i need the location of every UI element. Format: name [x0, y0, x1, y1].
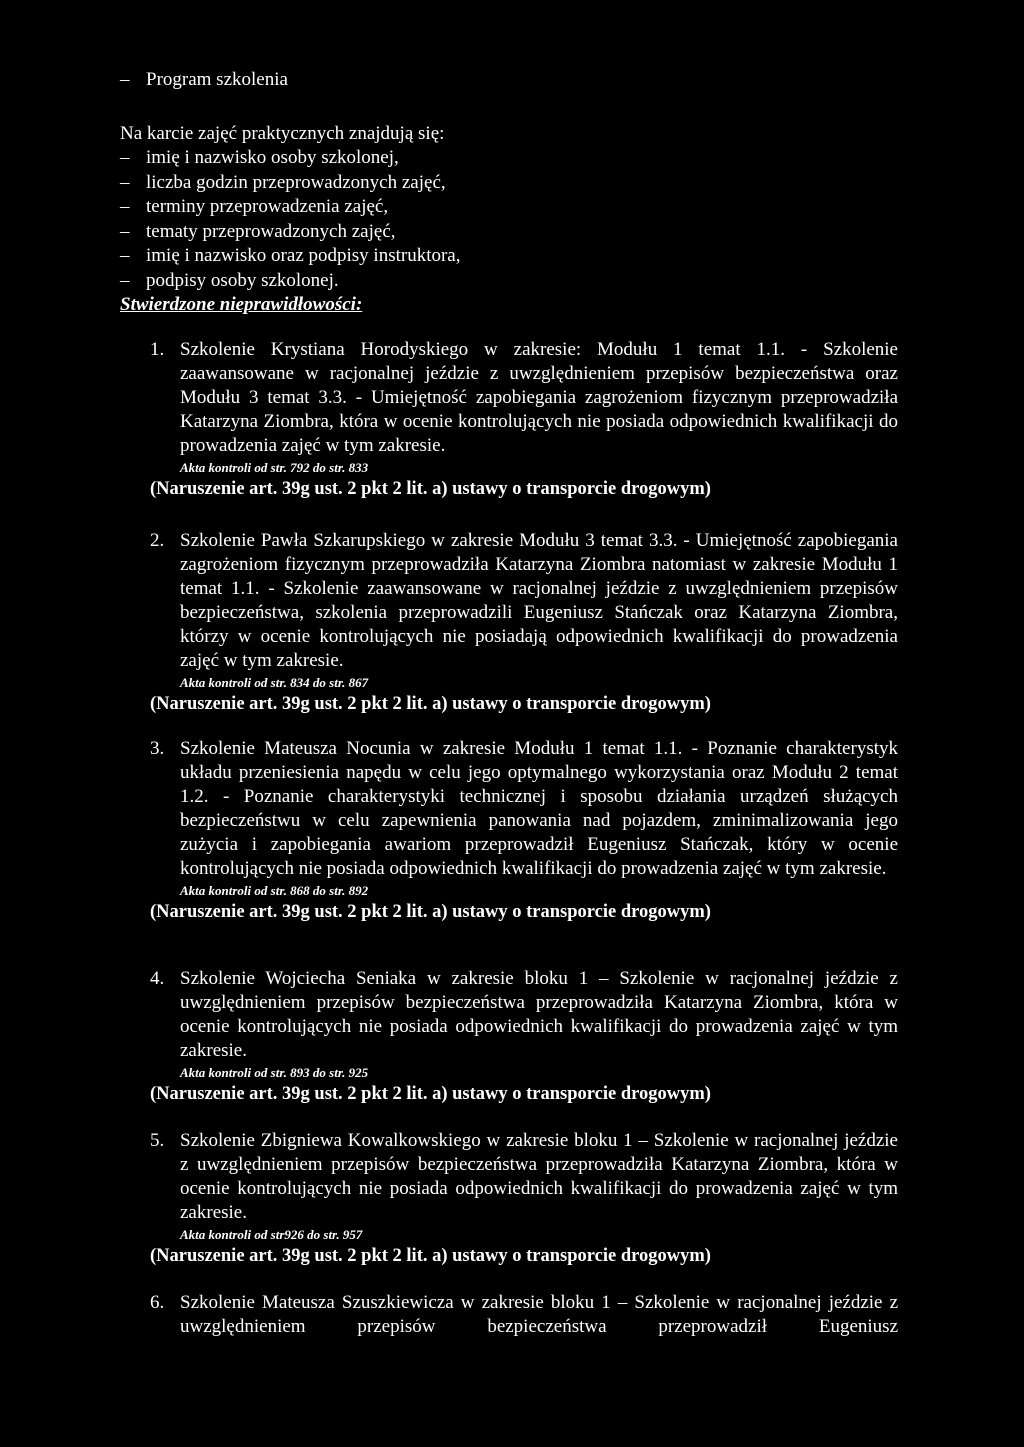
program-line	[120, 68, 540, 92]
akta-reference: Akta kontroli od str. 792 do str. 833	[180, 460, 369, 475]
card-item	[120, 195, 540, 219]
card-item	[120, 220, 540, 244]
card-item-text: terminy przeprowadzenia zajęć,	[146, 196, 389, 217]
finding-item	[150, 737, 898, 923]
card-item-text: imię i nazwisko osoby szkolonej,	[146, 147, 399, 168]
finding-item	[150, 1129, 898, 1267]
finding-text: Szkolenie Wojciecha Seniaka w zakresie bloku 1 – Szkolenie w racjonalnej jeździe z uwzględnieniem przepisów bezpieczeństwa przeprowadziła Katarzyna Ziombra, która w ocenie kontrolujących nie posiada odpowiednich kwalifikacji do prowadzenia zajęć w tym zakresie.	[180, 968, 898, 1061]
card-item	[120, 171, 540, 195]
section-heading: Stwierdzone nieprawidłowości:	[120, 294, 363, 315]
akta-reference: Akta kontroli od str926 do str. 957	[180, 1227, 363, 1242]
finding-number: 1.	[150, 339, 165, 360]
akta-reference: Akta kontroli od str. 834 do str. 867	[180, 675, 369, 690]
violation-note: (Naruszenie art. 39g ust. 2 pkt 2 lit. a) ustawy o transporcie drogowym)	[150, 1246, 711, 1266]
finding-item	[150, 338, 898, 500]
violation-note: (Naruszenie art. 39g ust. 2 pkt 2 lit. a) ustawy o transporcie drogowym)	[150, 694, 711, 714]
card-item	[120, 146, 540, 170]
finding-number: 6.	[150, 1292, 165, 1313]
finding-number: 2.	[150, 530, 165, 551]
card-item-text: liczba godzin przeprowadzonych zajęć,	[146, 172, 446, 193]
finding-text: Szkolenie Krystiana Horodyskiego w zakresie: Modułu 1 temat 1.1. - Szkolenie zaawansowane w racjonalnej jeździe z uwzględnieniem przepisów bezpieczeństwa oraz Modułu 3 temat 3.3. - Umiejętność zapobiegania zagrożeniom fizycznym przeprowadziła Katarzyna Ziombra, która w ocenie kontrolujących nie posiada odpowiednich kwalifikacji do prowadzenia zajęć w tym zakresie.	[180, 339, 898, 456]
dash-bullet: –	[120, 196, 130, 217]
dash-bullet: –	[120, 245, 130, 266]
finding-text: Szkolenie Mateusza Szuszkiewicza w zakresie bloku 1 – Szkolenie w racjonalnej jeździe z uwzględnieniem przepisów bezpieczeństwa przeprowadził Eugeniusz	[180, 1292, 898, 1337]
finding-number: 5.	[150, 1130, 165, 1151]
card-item-text: imię i nazwisko oraz podpisy instruktora,	[146, 245, 461, 266]
finding-number: 3.	[150, 738, 165, 759]
program-line-text: Program szkolenia	[146, 69, 288, 90]
finding-item	[150, 529, 898, 715]
violation-note: (Naruszenie art. 39g ust. 2 pkt 2 lit. a) ustawy o transporcie drogowym)	[150, 902, 711, 922]
akta-reference: Akta kontroli od str. 868 do str. 892	[180, 883, 369, 898]
dash-bullet: –	[120, 270, 130, 291]
card-item	[120, 244, 540, 268]
akta-reference: Akta kontroli od str. 893 do str. 925	[180, 1065, 369, 1080]
finding-text: Szkolenie Mateusza Nocunia w zakresie Modułu 1 temat 1.1. - Poznanie charakterystyk układu przeniesienia napędu w celu jego optymalnego wykorzystania oraz Modułu 2 temat 1.2. - Poznanie charakterystyki technicznej i sposobu działania urządzeń służących bezpieczeństwu w celu zapewnienia panowania nad pojazdem, zminimalizowania jego zużycia i zapobiegania awariom przeprowadził Eugeniusz Stańczak, który w ocenie kontrolujących nie posiada odpowiednich kwalifikacji do prowadzenia zajęć w tym zakresie.	[180, 738, 898, 879]
dash-bullet: –	[120, 172, 130, 193]
violation-note: (Naruszenie art. 39g ust. 2 pkt 2 lit. a) ustawy o transporcie drogowym)	[150, 479, 711, 499]
card-item-text: podpisy osoby szkolonej.	[146, 270, 339, 291]
finding-item	[150, 1291, 898, 1339]
finding-number: 4.	[150, 968, 165, 989]
finding-item	[150, 967, 898, 1105]
finding-text: Szkolenie Zbigniewa Kowalkowskiego w zakresie bloku 1 – Szkolenie w racjonalnej jeździe z uwzględnieniem przepisów bezpieczeństwa przeprowadziła Katarzyna Ziombra, która w ocenie kontrolujących nie posiada odpowiednich kwalifikacji do prowadzenia zajęć w tym zakresie.	[180, 1130, 898, 1223]
intro-text: Na karcie zajęć praktycznych znajdują się:	[120, 123, 445, 144]
finding-text: Szkolenie Pawła Szkarupskiego w zakresie Modułu 3 temat 3.3. - Umiejętność zapobiegania zagrożeniom fizycznym przeprowadziła Katarzyna Ziombra natomiast w zakresie Modułu 1 temat 1.1. - Szkolenie zaawansowane w racjonalnej jeździe z uwzględnieniem przepisów bezpieczeństwa, szkolenia przeprowadzili Eugeniusz Stańczak oraz Katarzyna Ziombra, którzy w ocenie kontrolujących nie posiadają odpowiednich kwalifikacji do prowadzenia zajęć w tym zakresie.	[180, 530, 898, 671]
card-item-text: tematy przeprowadzonych zajęć,	[146, 221, 396, 242]
dash-bullet: –	[120, 221, 130, 242]
dash-bullet: –	[120, 147, 130, 168]
card-item	[120, 269, 540, 293]
dash-bullet: –	[120, 69, 130, 90]
violation-note: (Naruszenie art. 39g ust. 2 pkt 2 lit. a) ustawy o transporcie drogowym)	[150, 1084, 711, 1104]
